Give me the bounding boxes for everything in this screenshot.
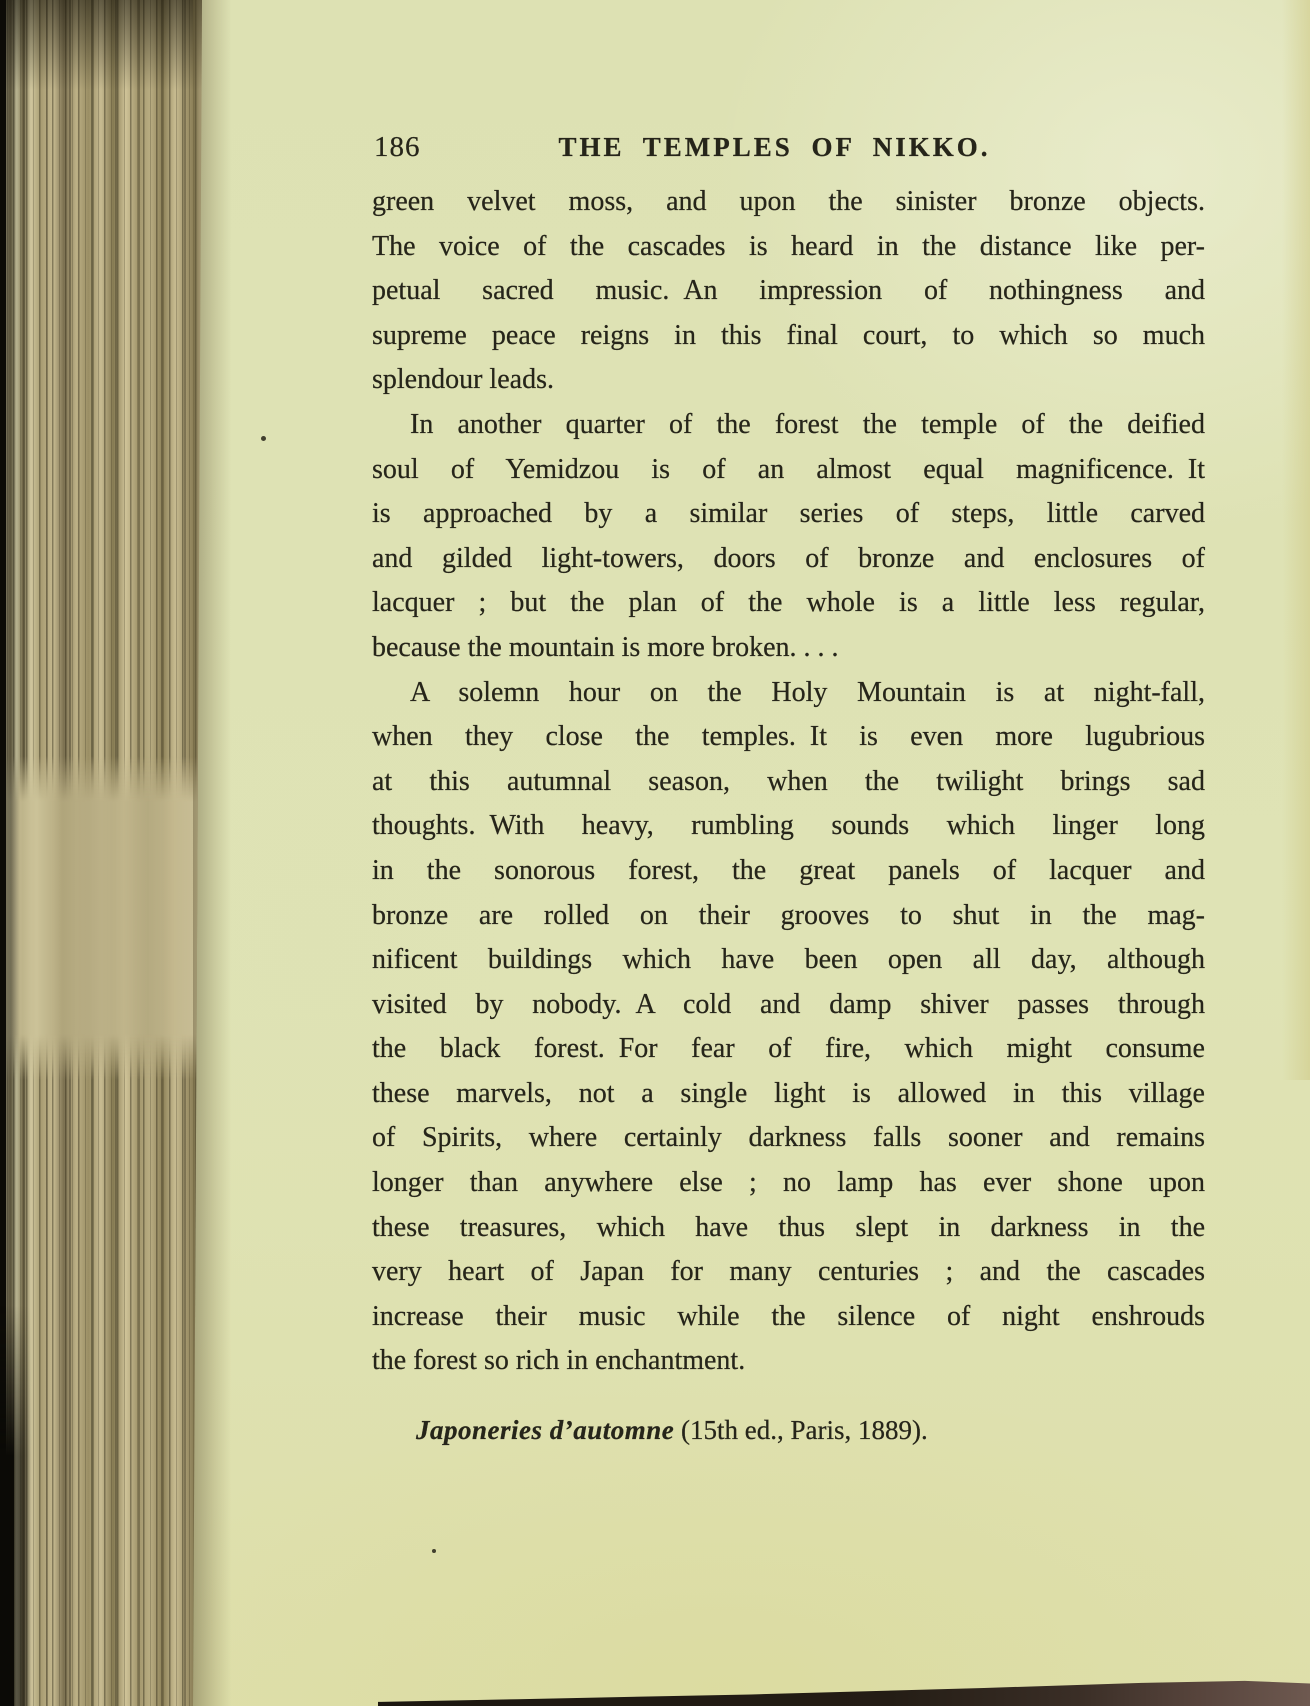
citation: [416, 1410, 928, 1450]
text-line: these treasures, which have thus slept in darkness in the: [372, 1211, 1205, 1243]
text-line: lacquer ; but the plan of the whole is a little less regular,: [372, 587, 1205, 619]
page-gutter-shadow: [193, 0, 241, 1706]
text-line: of Spirits, where certainly darkness falls sooner and remains: [372, 1122, 1205, 1154]
text-line: bronze are rolled on their grooves to shut in the mag-: [372, 899, 1205, 931]
text-line: A solemn hour on the Holy Mountain is at night-fall,: [410, 676, 1205, 708]
text-line: is approached by a similar series of steps, little carved: [372, 498, 1205, 530]
text-line: The voice of the cascades is heard in the distance like per-: [372, 230, 1205, 262]
stack-top-shadow: [0, 0, 206, 90]
page-edge-blur-band: [0, 756, 206, 1080]
text-line: soul of Yemidzou is of an almost equal magnificence. It: [372, 453, 1205, 485]
text-line: green velvet moss, and upon the sinister bronze objects.: [372, 186, 1205, 217]
citation-edition-detail: (15th ed., Paris, 1889).: [674, 1415, 928, 1445]
body-text: [372, 180, 1205, 1384]
text-line: and gilded light-towers, doors of bronze and enclosures of: [372, 542, 1205, 574]
text-line: in the sonorous forest, the great panels of lacquer and: [372, 854, 1205, 886]
scan-bottom-edge-shadow: [378, 1672, 1310, 1706]
page-number: 186: [374, 131, 421, 163]
page-right-edge-tint: [1282, 0, 1310, 1080]
text-line: petual sacred music. An impression of nothingness and: [372, 275, 1205, 307]
text-line: splendour leads.: [372, 364, 554, 396]
running-title: THE TEMPLES OF NIKKO.: [558, 132, 991, 162]
text-line: the black forest. For fear of fire, which might consume: [372, 1033, 1205, 1065]
text-line: longer than anywhere else ; no lamp has ever shone upon: [372, 1167, 1205, 1199]
text-line: supreme peace reigns in this final court, to which so much: [372, 319, 1205, 351]
text-line: these marvels, not a single light is allowed in this village: [372, 1077, 1205, 1109]
text-line: thoughts. With heavy, rumbling sounds which linger long: [372, 810, 1205, 842]
text-line: when they close the temples. It is even more lugubrious: [372, 721, 1205, 753]
text-line: nificent buildings which have been open all day, although: [372, 944, 1205, 976]
text-line: at this autumnal season, when the twilight brings sad: [372, 765, 1205, 797]
text-line: increase their music while the silence of night enshrouds: [372, 1300, 1205, 1332]
scan-bottom-left-edge: [0, 1306, 34, 1706]
ink-speck: [432, 1549, 436, 1553]
text-line: very heart of Japan for many centuries ; and the cascades: [372, 1256, 1205, 1288]
text-line: the forest so rich in enchantment.: [372, 1345, 746, 1377]
citation-work-title: Japoneries d’automne: [416, 1415, 675, 1445]
page-header: [372, 125, 1205, 169]
text-line: visited by nobody. A cold and damp shiver passes through: [372, 988, 1205, 1020]
text-line: In another quarter of the forest the temple of the deified: [410, 408, 1205, 440]
ink-speck: [261, 436, 266, 441]
text-line: because the mountain is more broken. . . .: [372, 631, 839, 663]
